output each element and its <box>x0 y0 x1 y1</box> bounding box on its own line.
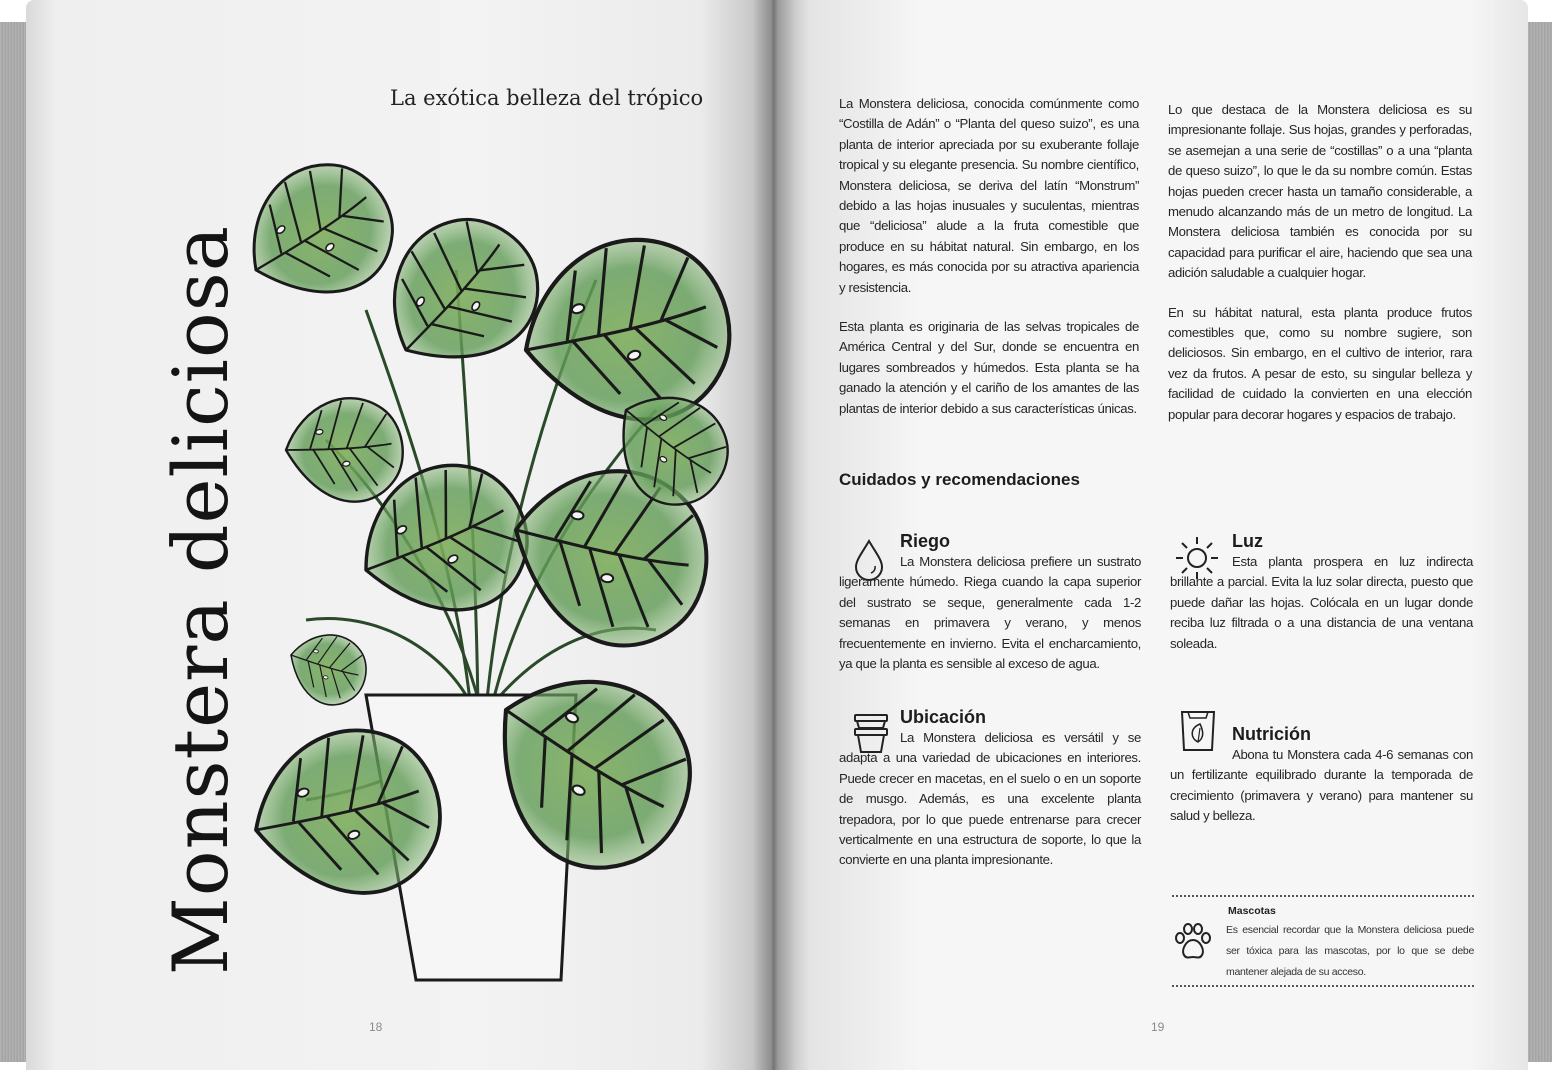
intro-column-2 <box>1168 100 1472 444</box>
left-page <box>26 0 776 1070</box>
book-gutter <box>752 0 796 1070</box>
page-edges-right <box>1526 22 1552 1062</box>
page-subtitle: La exótica belleza del trópico <box>390 86 704 110</box>
pets-text: Es esencial recordar que la Monstera deliciosa puede ser tóxica para las mascotas, por lo que se debe mantener alejada de su acceso. <box>1226 924 1474 978</box>
page-title: Monstera deliciosa <box>156 224 245 975</box>
care-text-ubicacion: La Monstera deliciosa es versátil y se adapta a una variedad de ubicaciones en interiores. Puede crecer en macetas, en el suelo o en un soporte de musgo. Además, es una excelente planta trepadora, por lo que puede entrenarse para crecer verticalmente en una estructura de soporte, lo que la convierte en una planta impresionante. <box>839 730 1141 868</box>
intro-paragraph: Lo que destaca de la Monstera deliciosa es su impresionante follaje. Sus hojas, grandes y perforadas, se asemejan a una serie de “costillas” o a una “planta de queso suizo”, lo que le da su nombre común. Estas hojas pueden crecer hasta un tamaño considerable, a menudo alcanzando más de un metro de longitud. La Monstera deliciosa también es conocida por su capacidad para purificar el aire, haciendo que sea una adición saludable a cualquier hogar. <box>1168 102 1472 281</box>
divider <box>1172 895 1474 897</box>
care-text-luz: Esta planta prospera en luz indirecta brillante a parcial. Evita la luz solar directa, puesto que puede dañar las hojas. Colócala en un lugar donde reciba luz filtrada o a una distancia de una ventana soleada. <box>1170 554 1473 651</box>
divider <box>1172 985 1474 987</box>
intro-paragraph: En su hábitat natural, esta planta produce frutos comestibles que, como su nombre sugiere, son deliciosos. Sin embargo, en el cultivo de interior, rara vez da frutos. A pesar de esto, su singular belleza y facilidad de cuidado la convierten en una elección popular para decorar hogares y espacios de trabajo. <box>1168 304 1472 422</box>
intro-paragraph: La Monstera deliciosa, conocida comúnmente como “Costilla de Adán” o “Planta del queso suizo”, es una planta de interior apreciada por su exuberante follaje tropical y su elegante presencia. Su nombre científico, Monstera deliciosa, se deriva del latín “Monstrum” debido a las hojas inusuales y suculentas, mientras que “deliciosa” alude a la fruta comestible que produce en su hábitat natural. Sin embargo, en los hogares, es más conocida por su atractiva apariencia y resistencia. <box>839 96 1139 295</box>
intro-column-1 <box>839 94 1139 438</box>
right-page <box>772 0 1528 1070</box>
care-title-riego: Riego <box>900 531 951 551</box>
care-title-nutricion: Nutrición <box>1232 724 1311 744</box>
care-title-luz: Luz <box>1232 531 1263 551</box>
care-heading: Cuidados y recomendaciones <box>839 470 1080 489</box>
paw-icon <box>1172 922 1214 962</box>
intro-paragraph: Esta planta es originaria de las selvas tropicales de América Central y del Sur, donde se encuentra en lugares sombreados y húmedos. Esta planta se ha ganado la atención y el cariño de los amantes de las plantas de interior debido a sus características únicas. <box>839 319 1139 416</box>
care-text-nutricion: Abona tu Monstera cada 4-6 semanas con un fertilizante equilibrado durante la temporada de crecimiento (primavera y verano) para mantener su salud y belleza. <box>1170 747 1473 824</box>
monstera-illustration <box>216 150 756 1000</box>
care-text-riego: La Monstera deliciosa prefiere un sustrato ligeramente húmedo. Riega cuando la capa superior del sustrato se seque, generalmente cada 1-2 semanas en primavera y verano, y menos frecuentemente en invierno. Evita el encharcamiento, ya que la planta es sensible al exceso de agua. <box>839 554 1141 672</box>
page-number-left: 18 <box>369 1020 383 1034</box>
care-title-ubicacion: Ubicación <box>900 707 987 727</box>
page-number-right: 19 <box>1151 1020 1165 1034</box>
pets-title: Mascotas <box>1228 905 1276 917</box>
